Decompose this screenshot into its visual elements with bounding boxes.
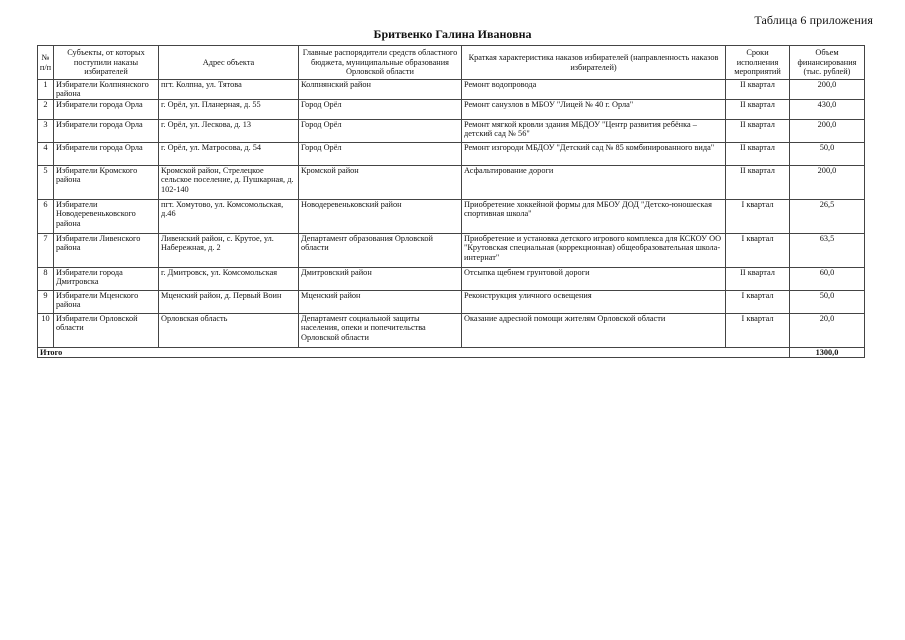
row-term: II квартал [726, 80, 790, 100]
column-header-number: № п/п [38, 46, 54, 80]
row-term: I квартал [726, 234, 790, 268]
row-amount: 50,0 [790, 291, 865, 314]
column-header-subject: Субъекты, от которых поступили наказы избирателей [54, 46, 159, 80]
table-row [38, 143, 865, 166]
row-subject: Избиратели города Орла [54, 100, 159, 120]
column-header-term: Сроки исполнения мероприятий [726, 46, 790, 80]
row-amount: 26,5 [790, 200, 865, 234]
row-description: Приобретение и установка детского игрового комплекса для КСКОУ ОО "Крутовская специальная (коррекционная) общеобразовательная школа-интернат" [462, 234, 726, 268]
row-number: 1 [38, 80, 54, 100]
row-term: I квартал [726, 200, 790, 234]
row-amount: 200,0 [790, 120, 865, 143]
row-number: 5 [38, 166, 54, 200]
row-subject: Избиратели Кромского района [54, 166, 159, 200]
row-description: Ремонт изгороди МБДОУ "Детский сад № 85 комбинированного вида" [462, 143, 726, 166]
column-header-manager: Главные распорядители средств областного бюджета, муниципальные образования Орловской области [299, 46, 462, 80]
row-term: II квартал [726, 120, 790, 143]
row-term: I квартал [726, 291, 790, 314]
table-row [38, 291, 865, 314]
row-subject: Избиратели Мценского района [54, 291, 159, 314]
row-manager: Новодеревеньковский район [299, 200, 462, 234]
row-subject: Избиратели Колпнянского района [54, 80, 159, 100]
row-amount: 50,0 [790, 143, 865, 166]
row-term: II квартал [726, 143, 790, 166]
row-term: II квартал [726, 100, 790, 120]
row-address: г. Дмитровск, ул. Комсомольская [159, 268, 299, 291]
row-description: Ремонт санузлов в МБОУ "Лицей № 40 г. Орла" [462, 100, 726, 120]
row-address: Мценский район, д. Первый Воин [159, 291, 299, 314]
row-amount: 20,0 [790, 314, 865, 348]
row-address: пгт. Хомутово, ул. Комсомольская, д.46 [159, 200, 299, 234]
row-manager: Город Орёл [299, 120, 462, 143]
row-subject: Избиратели города Орла [54, 143, 159, 166]
table-row [38, 268, 865, 291]
row-number: 4 [38, 143, 54, 166]
row-term: II квартал [726, 166, 790, 200]
appendix-label: Таблица 6 приложения [754, 13, 873, 27]
row-address: г. Орёл, ул. Матросова, д. 54 [159, 143, 299, 166]
orders-table [37, 45, 865, 358]
row-description: Ремонт мягкой кровли здания МБДОУ "Центр развития ребёнка – детский сад № 56" [462, 120, 726, 143]
row-address: Ливенский район, с. Крутое, ул. Набережная, д. 2 [159, 234, 299, 268]
row-subject: Избиратели города Дмитровска [54, 268, 159, 291]
table-row [38, 80, 865, 100]
row-address: Кромской район, Стрелецкое сельское поселение, д. Пушкарная, д. 102-140 [159, 166, 299, 200]
row-number: 2 [38, 100, 54, 120]
total-label: Итого [38, 348, 790, 358]
row-subject: Избиратели города Орла [54, 120, 159, 143]
row-subject: Избиратели Орловской области [54, 314, 159, 348]
row-address: Орловская область [159, 314, 299, 348]
row-description: Оказание адресной помощи жителям Орловской области [462, 314, 726, 348]
row-description: Реконструкция уличного освещения [462, 291, 726, 314]
row-amount: 200,0 [790, 80, 865, 100]
row-term: I квартал [726, 314, 790, 348]
row-manager: Департамент образования Орловской области [299, 234, 462, 268]
row-number: 10 [38, 314, 54, 348]
row-manager: Кромской район [299, 166, 462, 200]
total-row [38, 348, 865, 358]
row-manager: Колпнянский район [299, 80, 462, 100]
row-address: пгт. Колпна, ул. Тятова [159, 80, 299, 100]
row-amount: 63,5 [790, 234, 865, 268]
row-number: 3 [38, 120, 54, 143]
row-manager: Дмитровский район [299, 268, 462, 291]
row-description: Приобретение хоккейной формы для МБОУ ДОД "Детско-юношеская спортивная школа" [462, 200, 726, 234]
column-header-description: Краткая характеристика наказов избирателей (направленность наказов избирателей) [462, 46, 726, 80]
table-row [38, 234, 865, 268]
row-term: II квартал [726, 268, 790, 291]
total-amount: 1300,0 [790, 348, 865, 358]
table-row [38, 314, 865, 348]
row-subject: Избиратели Ливенского района [54, 234, 159, 268]
table-row [38, 166, 865, 200]
row-number: 8 [38, 268, 54, 291]
row-number: 9 [38, 291, 54, 314]
row-amount: 60,0 [790, 268, 865, 291]
row-amount: 430,0 [790, 100, 865, 120]
column-header-address: Адрес объекта [159, 46, 299, 80]
table-row [38, 120, 865, 143]
row-number: 6 [38, 200, 54, 234]
row-manager: Мценский район [299, 291, 462, 314]
row-subject: Избиратели Новодеревеньковского района [54, 200, 159, 234]
row-address: г. Орёл, ул. Лескова, д. 13 [159, 120, 299, 143]
row-manager: Департамент социальной защиты населения, опеки и попечительства Орловской области [299, 314, 462, 348]
table-row [38, 200, 865, 234]
row-address: г. Орёл, ул. Планерная, д. 55 [159, 100, 299, 120]
page-title: Бритвенко Галина Ивановна [373, 27, 532, 41]
table-header-row [38, 46, 865, 80]
row-description: Асфальтирование дороги [462, 166, 726, 200]
column-header-amount: Объем финансирования (тыс. рублей) [790, 46, 865, 80]
table-row [38, 100, 865, 120]
row-description: Отсыпка щебнем грунтовой дороги [462, 268, 726, 291]
row-description: Ремонт водопровода [462, 80, 726, 100]
row-manager: Город Орёл [299, 143, 462, 166]
row-manager: Город Орёл [299, 100, 462, 120]
row-amount: 200,0 [790, 166, 865, 200]
row-number: 7 [38, 234, 54, 268]
